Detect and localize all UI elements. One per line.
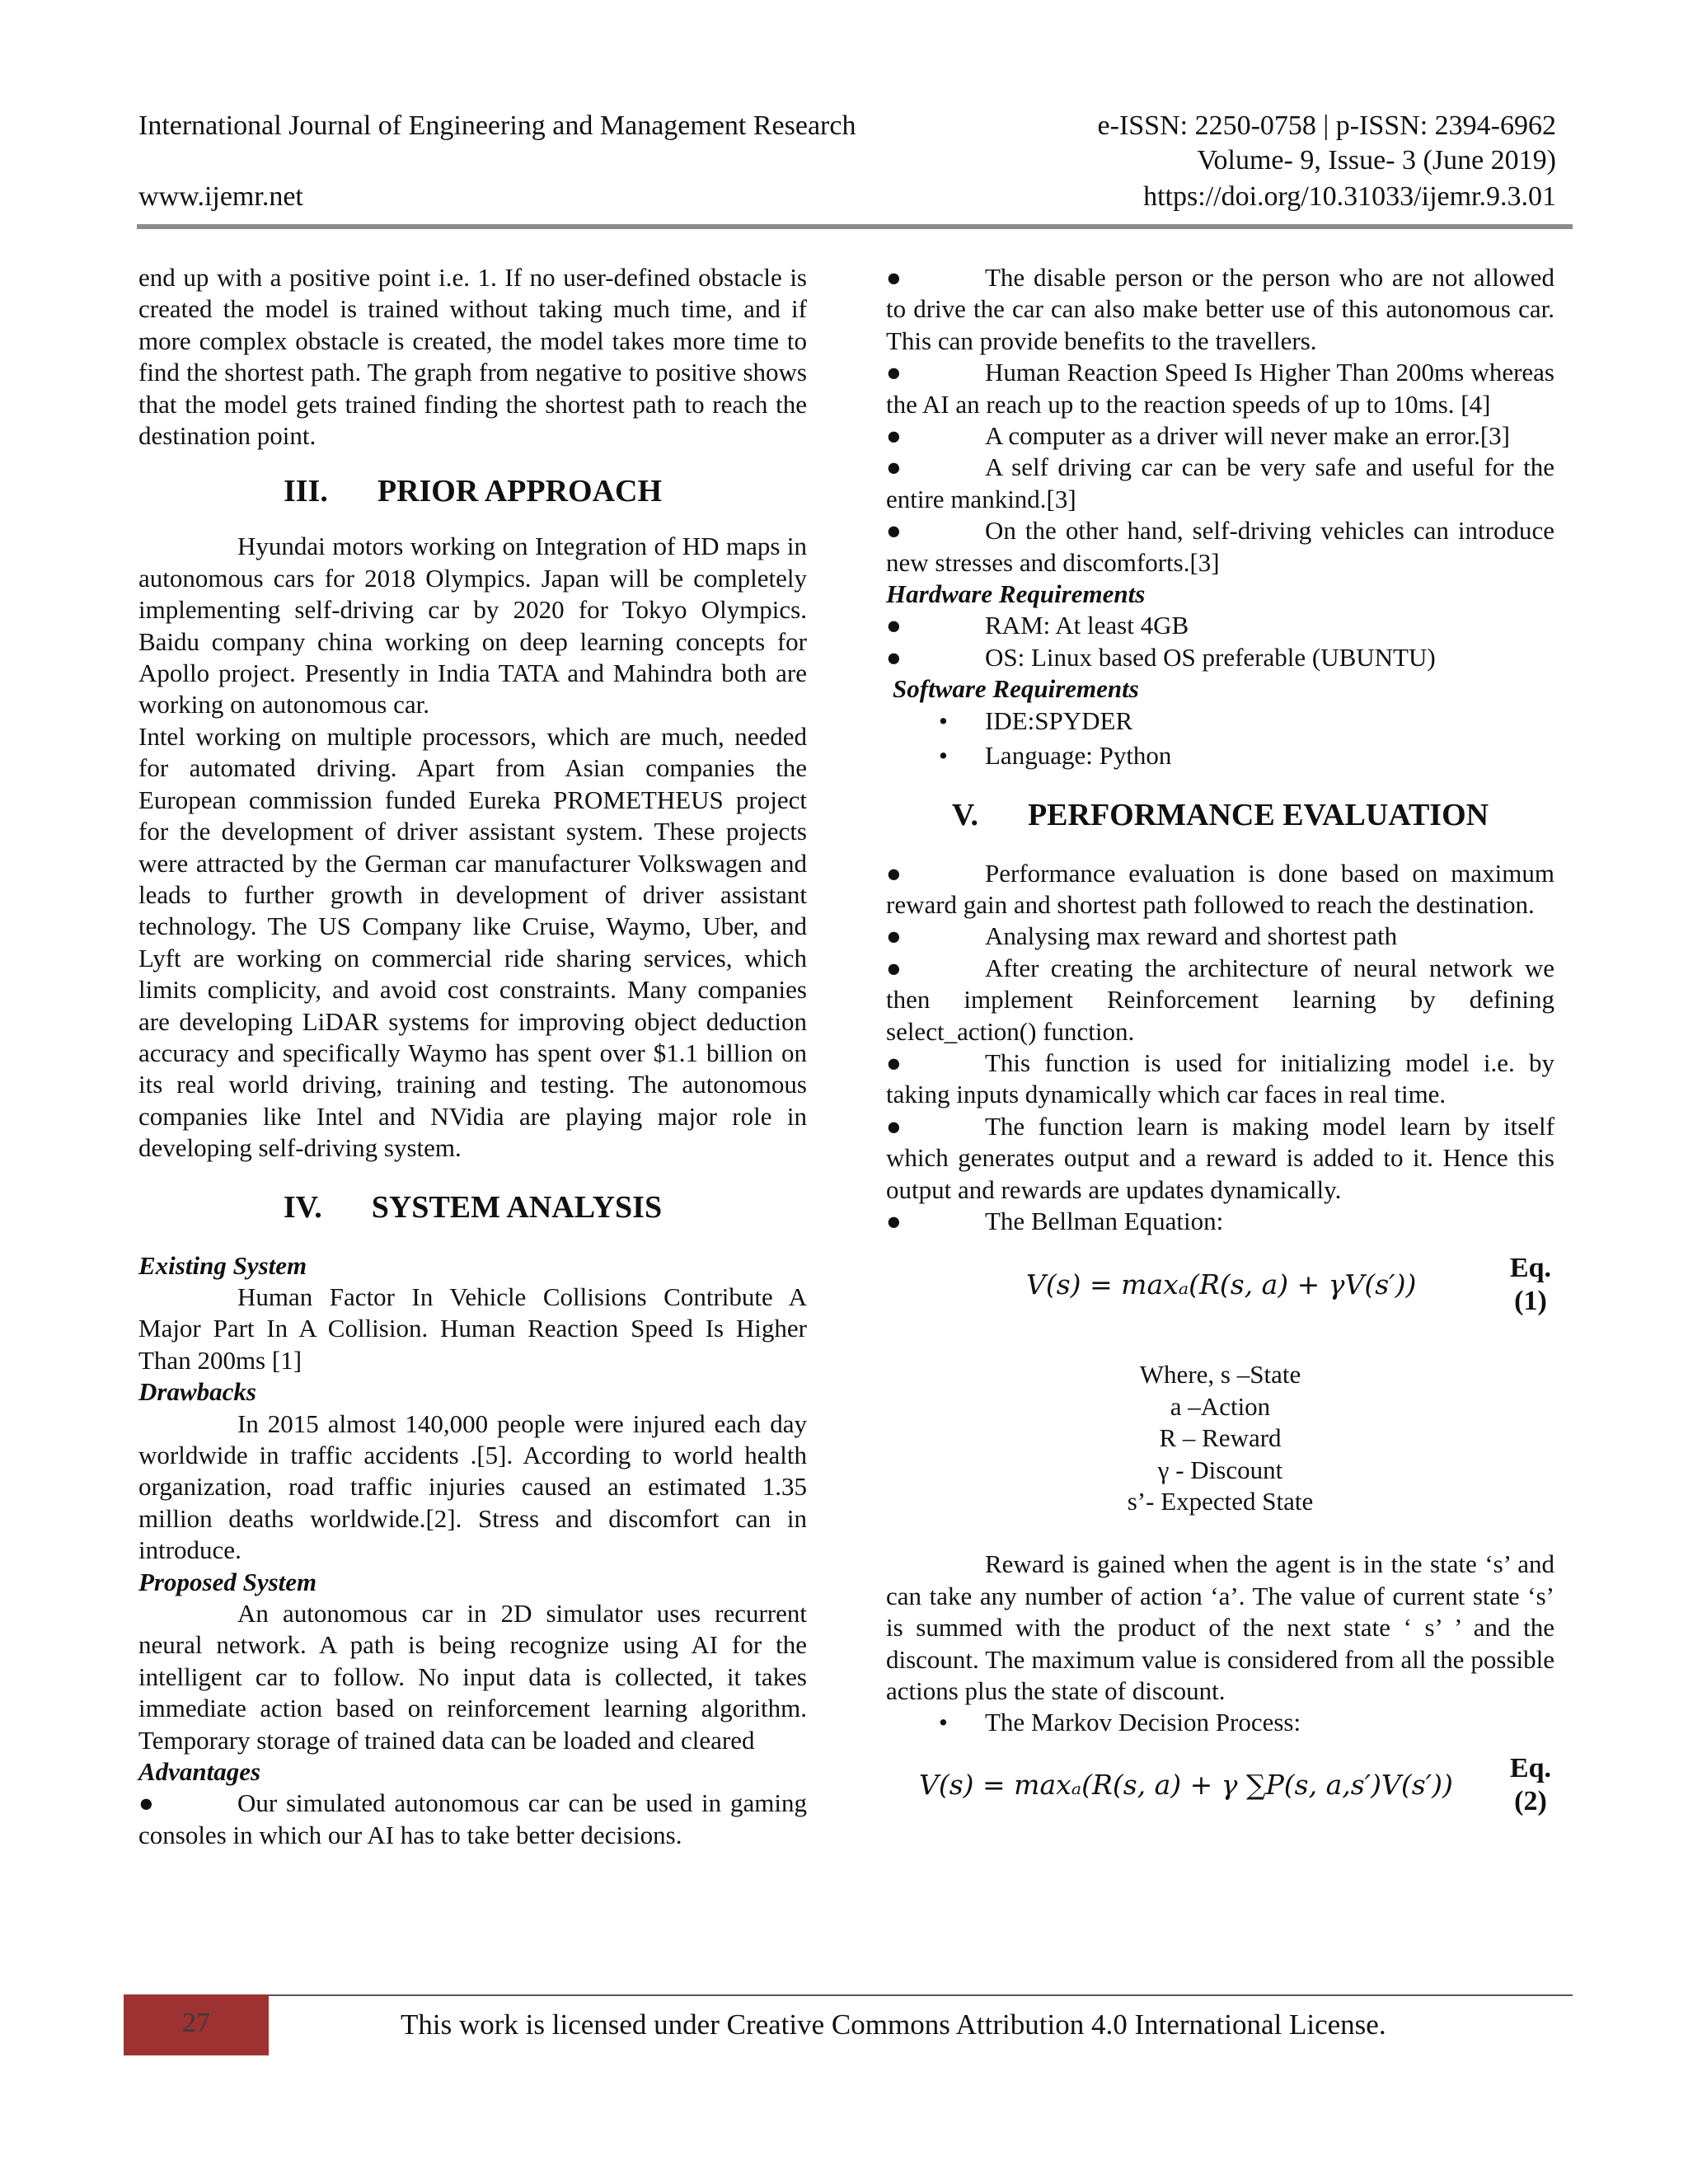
bullet-icon: ● bbox=[886, 263, 902, 292]
evaluation-item bbox=[886, 1206, 1554, 1237]
issn: e-ISSN: 2250-0758 | p-ISSN: 2394-6962 bbox=[1097, 110, 1556, 141]
subheading-hardware-requirements: Hardware Requirements bbox=[886, 579, 1146, 609]
bellman-equation: V(s) = maxₐ(R(s, a) + γV(s′)) bbox=[1026, 1268, 1417, 1301]
markov-text: The Markov Decision Process: bbox=[985, 1708, 1301, 1737]
bullet-icon: ● bbox=[886, 516, 902, 546]
advantage-text: Our simulated autonomous car can be used in gaming consoles in which our AI has to take better decisions. bbox=[138, 1788, 807, 1849]
advantage-item bbox=[886, 452, 1554, 515]
section-heading-system-analysis bbox=[138, 1189, 807, 1226]
advantage-text: A computer as a driver will never make an error.[3] bbox=[985, 421, 1510, 451]
section-heading-performance-evaluation bbox=[886, 797, 1554, 833]
evaluation-item bbox=[886, 1111, 1554, 1206]
evaluation-text: Performance evaluation is done based on maximum reward gain and shortest path followed to reach the destination. bbox=[886, 858, 1554, 919]
advantage-item bbox=[138, 1788, 807, 1851]
right-column bbox=[886, 262, 1554, 1840]
evaluation-text: Analysing max reward and shortest path bbox=[985, 921, 1398, 951]
equation-label bbox=[1510, 1752, 1551, 1818]
bullet-icon: • bbox=[939, 741, 948, 771]
subheading-existing-system: Existing System bbox=[138, 1250, 307, 1280]
doi-link[interactable]: https://doi.org/10.31033/ijemr.9.3.01 bbox=[1143, 181, 1556, 212]
evaluation-item bbox=[886, 1047, 1554, 1111]
bullet-icon: ● bbox=[886, 1047, 902, 1077]
advantage-text: On the other hand, self-driving vehicles can introduce new stresses and discomforts.[3] bbox=[886, 516, 1554, 577]
section-title: PERFORMANCE EVALUATION bbox=[1027, 797, 1489, 832]
proposed-system-paragraph: An autonomous car in 2D simulator uses recurrent neural network. A path is being recognize using AI for the intelligent car to follow. No input data is collected, it takes immediate action based on reinforcement learning algorithm. Temporary storage of trained data can be loaded and cleared bbox=[138, 1599, 807, 1755]
evaluation-item bbox=[886, 953, 1554, 1047]
bullet-icon: ● bbox=[886, 358, 902, 387]
bullet-icon: ● bbox=[886, 452, 902, 482]
license-notice: This work is licensed under Creative Commons Attribution 4.0 International License. bbox=[401, 2008, 1386, 2041]
intro-paragraph: end up with a positive point i.e. 1. If no user-defined obstacle is created the model is trained without taking much time, and if more complex obstacle is created, the model takes more time to find the shortest path. The graph from negative to positive shows that the model gets trained finding the shortest path to reach the destination point. bbox=[138, 263, 807, 451]
variable-definitions bbox=[886, 1359, 1554, 1517]
section-number: III. bbox=[283, 474, 328, 509]
software-item bbox=[886, 705, 1554, 737]
section-number: IV. bbox=[283, 1189, 322, 1225]
page-number: 27 bbox=[182, 2008, 210, 2038]
bullet-icon: ● bbox=[886, 953, 902, 982]
bullet-icon: • bbox=[939, 705, 948, 735]
advantage-text: The disable person or the person who are not allowed to drive the car can also make better use of this autonomous car. This can provide benefits to the travellers. bbox=[886, 263, 1554, 355]
software-text: IDE:SPYDER bbox=[985, 705, 1133, 735]
hardware-item bbox=[886, 610, 1554, 641]
equation-label-number: (1) bbox=[1514, 1286, 1547, 1317]
subheading-proposed-system: Proposed System bbox=[138, 1567, 317, 1596]
existing-system-paragraph: Human Factor In Vehicle Collisions Contribute A Major Part In A Collision. Human Reaction Speed Is Higher Than 200ms [1] bbox=[138, 1282, 807, 1375]
advantage-text: A self driving car can be very safe and useful for the entire mankind.[3] bbox=[886, 452, 1554, 513]
advantage-text: Human Reaction Speed Is Higher Than 200ms whereas the AI an reach up to the reaction speeds of up to 10ms. [4] bbox=[886, 358, 1554, 419]
drawbacks-paragraph: In 2015 almost 140,000 people were injured each day worldwide in traffic accidents .[5]. According to world health organization, road traffic injuries caused an estimated 1.35 million deaths worldwide.[2]. Stress and discomfort can in introduce. bbox=[138, 1408, 807, 1565]
evaluation-text: The function learn is making model learn by itself which generates output and a reward is added to it. Hence this output and rewards are updates dynamically. bbox=[886, 1111, 1554, 1204]
bullet-icon: ● bbox=[886, 921, 902, 951]
definition-line: γ - Discount bbox=[1157, 1455, 1283, 1484]
advantage-item bbox=[886, 357, 1554, 420]
prior-approach-paragraph-2: Intel working on multiple processors, which are much, needed for automated driving. Apart from Asian companies the European commission funded Eureka PROMETHEUS project for the development of driver assistant system. These projects were attracted by the German car manufacturer Volkswagen and leads to further growth in development of driver assistant technology. The US Company like Cruise, Waymo, Uber, and Lyft are working on commercial ride sharing services, which limits complicity, and avoid cost constraints. Many companies are developing LiDAR systems for improving object deduction accuracy and specifically Waymo has spent over $1.1 billion on its real world driving, training and testing. The autonomous companies like Intel and NVidia are playing major role in developing self-driving system. bbox=[138, 721, 807, 1163]
definition-line: a –Action bbox=[1170, 1391, 1271, 1421]
definition-line: s’- Expected State bbox=[1127, 1487, 1314, 1516]
equation-label-number: (2) bbox=[1514, 1785, 1547, 1816]
bullet-icon: ● bbox=[886, 611, 902, 640]
bullet-icon: ● bbox=[886, 858, 902, 888]
bullet-icon: ● bbox=[138, 1788, 154, 1818]
advantage-item bbox=[886, 262, 1554, 357]
section-number: V. bbox=[951, 797, 978, 832]
definition-line: R – Reward bbox=[1159, 1423, 1282, 1453]
software-text: Language: Python bbox=[985, 741, 1172, 771]
markov-equation: V(s) = maxₐ(R(s, a) + γ ∑P(s, a,s′)V(s′)) bbox=[919, 1768, 1453, 1801]
evaluation-text: The Bellman Equation: bbox=[985, 1206, 1224, 1235]
subheading-drawbacks: Drawbacks bbox=[138, 1377, 256, 1407]
journal-website[interactable]: www.ijemr.net bbox=[138, 181, 303, 212]
advantage-item bbox=[886, 515, 1554, 579]
bullet-icon: ● bbox=[886, 1111, 902, 1141]
volume-issue: Volume- 9, Issue- 3 (June 2019) bbox=[1197, 145, 1556, 176]
bullet-icon: ● bbox=[886, 1206, 902, 1235]
advantage-item bbox=[886, 420, 1554, 452]
equation-label-prefix: Eq. bbox=[1509, 1253, 1551, 1284]
evaluation-text: After creating the architecture of neural network we then implement Reinforcement learning by defining select_action() function. bbox=[886, 953, 1554, 1046]
reward-paragraph: Reward is gained when the agent is in the state ‘s’ and can take any number of action ‘a’. The value of current state ‘s’ is summed with the product of the next state ‘ s’ ’ and the discount. The maximum value is considered from all the possible actions plus the state of discount. bbox=[886, 1549, 1554, 1706]
subheading-advantages: Advantages bbox=[138, 1757, 261, 1787]
hardware-item bbox=[886, 642, 1554, 673]
markov-item bbox=[886, 1707, 1554, 1738]
evaluation-item bbox=[886, 858, 1554, 921]
bullet-icon: ● bbox=[886, 642, 902, 672]
section-heading-prior-approach bbox=[138, 473, 807, 509]
subheading-software-requirements: Software Requirements bbox=[893, 674, 1139, 704]
bullet-icon: ● bbox=[886, 421, 902, 451]
hardware-text: RAM: At least 4GB bbox=[985, 611, 1189, 640]
prior-approach-paragraph-1: Hyundai motors working on Integration of HD maps in autonomous cars for 2018 Olympics. Japan will be completely implementing self-driving car by 2020 for Tokyo Olympics. Baidu company china working on deep learning concepts for Apollo project. Presently in India TATA and Mahindra both are working on autonomous car. bbox=[138, 532, 807, 719]
footer-rule bbox=[124, 1994, 1573, 1996]
evaluation-item bbox=[886, 921, 1554, 952]
equation-2 bbox=[886, 1752, 1554, 1840]
hardware-text: OS: Linux based OS preferable (UBUNTU) bbox=[985, 642, 1436, 672]
equation-1 bbox=[886, 1252, 1554, 1339]
bullet-icon: • bbox=[939, 1708, 948, 1737]
section-title: SYSTEM ANALYSIS bbox=[371, 1189, 663, 1225]
definition-line: Where, s –State bbox=[1139, 1360, 1301, 1390]
header-rule bbox=[137, 224, 1573, 229]
section-title: PRIOR APPROACH bbox=[377, 474, 663, 509]
journal-name: International Journal of Engineering and Management Research bbox=[138, 110, 856, 141]
left-column bbox=[138, 262, 807, 1851]
evaluation-text: This function is used for initializing model i.e. by taking inputs dynamically which car faces in real time. bbox=[886, 1047, 1554, 1109]
equation-label bbox=[1510, 1252, 1551, 1318]
equation-label-prefix: Eq. bbox=[1509, 1752, 1551, 1783]
software-item bbox=[886, 740, 1554, 771]
